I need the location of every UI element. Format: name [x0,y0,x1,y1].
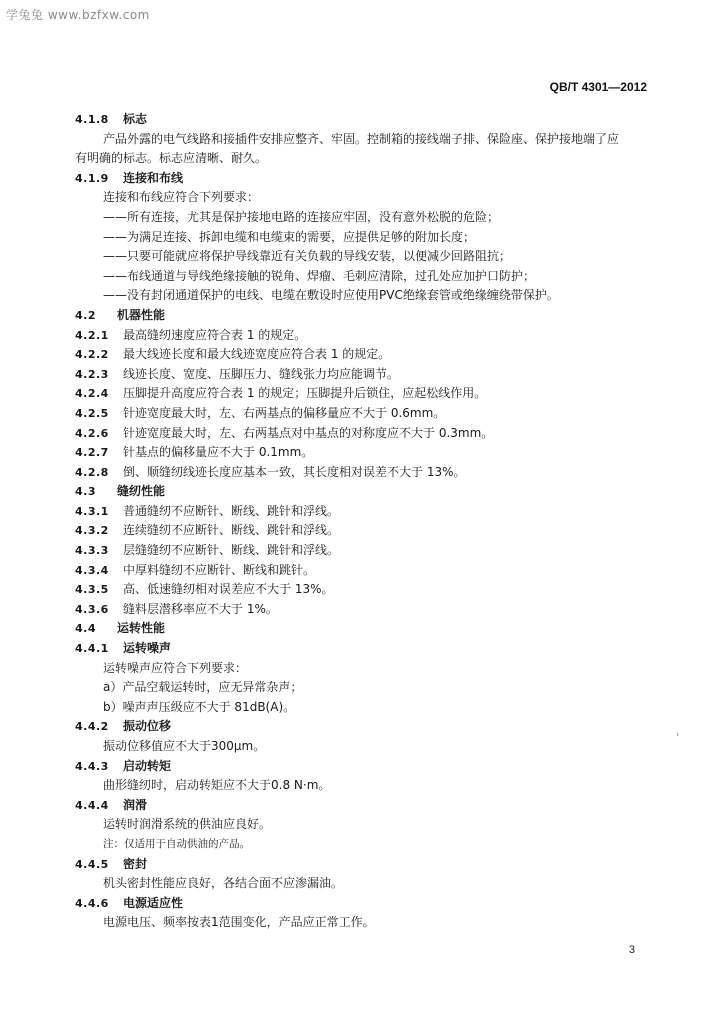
heading-4-4-1 [75,639,655,659]
clause-4-3-4 [75,561,655,581]
section-number: 4.4.4 [75,798,109,812]
section-number: 4.3.1 [75,504,109,518]
heading-4-4-6 [75,894,655,914]
clause-text: 倒、顺缝纫线迹长度应基本一致，其长度相对误差不大于 13%。 [123,464,466,479]
clause-4-3-3 [75,541,655,561]
scan-speck [677,733,678,736]
paragraph-line: 运转时润滑系统的供油应良好。 [103,817,272,832]
clause-text: 高、低速缝纫相对误差应不大于 13%。 [123,582,334,597]
paragraph-line: 运转噪声应符合下列要求： [103,660,248,675]
paragraph-line: 连接和布线应符合下列要求： [103,190,260,205]
clause-text: 针迹宽度最大时，左、右两基点的偏移量应不大于 0.6mm。 [123,405,446,420]
section-number: 4.4.6 [75,896,109,910]
heading-4-1-8 [75,110,655,130]
section-number: 4.1.8 [75,113,109,126]
section-number: 4.3 [75,485,96,499]
section-number: 4.3.6 [75,602,109,616]
section-number: 4.2.7 [75,446,109,460]
standard-code: QB/T 4301—2012 [549,80,647,94]
clause-text: 层缝缝纫不应断针、断线、跳针和浮线。 [123,543,340,558]
watermark: 学兔兔 www.bzfxw.com [6,8,150,22]
clause-4-2-2 [75,345,655,365]
section-number: 4.2.8 [75,465,109,479]
clause-text: 最大线迹长度和最大线迹宽度应符合表 1 的规定。 [123,347,391,362]
list-item: ——布线通道与导线绝缘接触的锐角、焊瘤、毛刺应清除，过孔处应加护口防护； [103,268,536,283]
heading-4-4-2 [75,717,655,737]
section-number: 4.4.3 [75,759,109,773]
section-number: 4.3.5 [75,583,109,597]
section-number: 4.4.5 [75,857,109,871]
list-item: ——所有连接，尤其是保护接地电路的连接应牢固，没有意外松脱的危险； [103,209,500,224]
section-number: 4.4.1 [75,642,109,656]
section-number: 4.4.2 [75,720,109,734]
list-item: ——只要可能就应将保护导线靠近有关负载的导线安装，以便减少回路阻抗； [103,249,512,264]
clause-text: 中厚料缝纫不应断针、断线和跳针。 [123,562,316,577]
section-number: 4.4 [75,622,96,636]
clause-4-2-7 [75,443,655,463]
paragraph-line: 产品外露的电气线路和接插件安排应整齐、牢固。控制箱的接线端子排、保险座、保护接地端了应 [103,131,620,146]
heading-4-3 [75,482,655,502]
clause-text: 最高缝纫速度应符合表 1 的规定。 [123,327,307,342]
section-number: 4.3.3 [75,544,109,558]
section-title: 连接和布线 [123,170,184,185]
section-title: 振动位移 [123,719,172,734]
section-number: 4.2.3 [75,367,109,381]
clause-4-3-1 [75,502,655,522]
heading-4-4-5 [75,855,655,875]
clause-text: 连续缝纫不应断针、断线、跳针和浮线。 [123,523,340,538]
heading-4-1-9 [75,169,655,189]
paragraph-line: 电源电压、频率按表1范围变化，产品应正常工作。 [103,915,375,930]
section-number: 4.2.1 [75,328,109,342]
clause-4-2-6 [75,424,655,444]
heading-4-2 [75,306,655,326]
list-item: b）噪声声压级应不大于 81dB(A)。 [103,699,296,714]
clause-text: 针迹宽度最大时，左、右两基点对中基点的对称度应不大于 0.3mm。 [123,425,494,440]
section-number: 4.2.2 [75,348,109,362]
clause-text: 普通缝纫不应断针、断线、跳针和浮线。 [123,503,340,518]
section-title: 启动转矩 [123,758,172,773]
section-number: 4.2.6 [75,426,109,440]
paragraph-line: 振动位移值应不大于300μm。 [103,739,266,753]
clause-text: 缝料层潜移率应不大于 1%。 [123,601,278,616]
section-number: 4.3.4 [75,563,109,577]
section-number: 4.1.9 [75,171,109,185]
heading-4-4-4 [75,796,655,816]
page-number: 3 [628,944,635,956]
note: 注：仅适用于自动供油的产品。 [103,837,250,850]
section-number: 4.3.2 [75,524,109,538]
clause-4-2-8 [75,463,655,483]
section-number: 4.2.5 [75,406,109,420]
clause-4-2-5 [75,404,655,424]
heading-4-4-3 [75,757,655,777]
paragraph-line: 机头密封性能应良好，各结合面不应渗漏油。 [103,876,344,891]
section-title: 密封 [123,856,148,871]
list-item: ——为满足连接、拆卸电缆和电缆束的需要，应提供足够的附加长度； [103,229,476,244]
clause-text: 线迹长度、宽度、压脚压力、缝线张力均应能调节。 [123,366,400,381]
list-item: a）产品空载运转时，应无异常杂声； [103,680,303,695]
paragraph-line: 曲形缝纫时，启动转矩应不大于0.8 N·m。 [103,778,331,793]
section-title: 标志 [123,112,148,126]
section-title: 运转噪声 [123,641,172,656]
paragraph-line: 有明确的标志。标志应清晰、耐久。 [75,151,268,166]
list-item: ——没有封闭通道保护的电线、电缆在敷设时应使用PVC绝缘套管或绝缘缠绕带保护。 [103,288,559,303]
heading-4-4 [75,619,655,639]
section-number: 4.2.4 [75,387,109,401]
clause-4-3-5 [75,580,655,600]
clause-4-3-6 [75,600,655,620]
clause-4-2-1 [75,326,655,346]
section-title: 缝纫性能 [117,484,166,499]
section-title: 电源适应性 [123,895,184,910]
section-number: 4.2 [75,308,96,322]
clause-4-2-3 [75,365,655,385]
document-body [75,110,655,933]
section-title: 运转性能 [117,621,166,636]
section-title: 润滑 [123,797,148,812]
section-title: 机器性能 [117,307,166,322]
clause-4-3-2 [75,521,655,541]
clause-4-2-4 [75,384,655,404]
clause-text: 针基点的偏移量应不大于 0.1mm。 [123,445,314,460]
clause-text: 压脚提升高度应符合表 1 的规定；压脚提升后锁住，应起松线作用。 [123,386,487,401]
